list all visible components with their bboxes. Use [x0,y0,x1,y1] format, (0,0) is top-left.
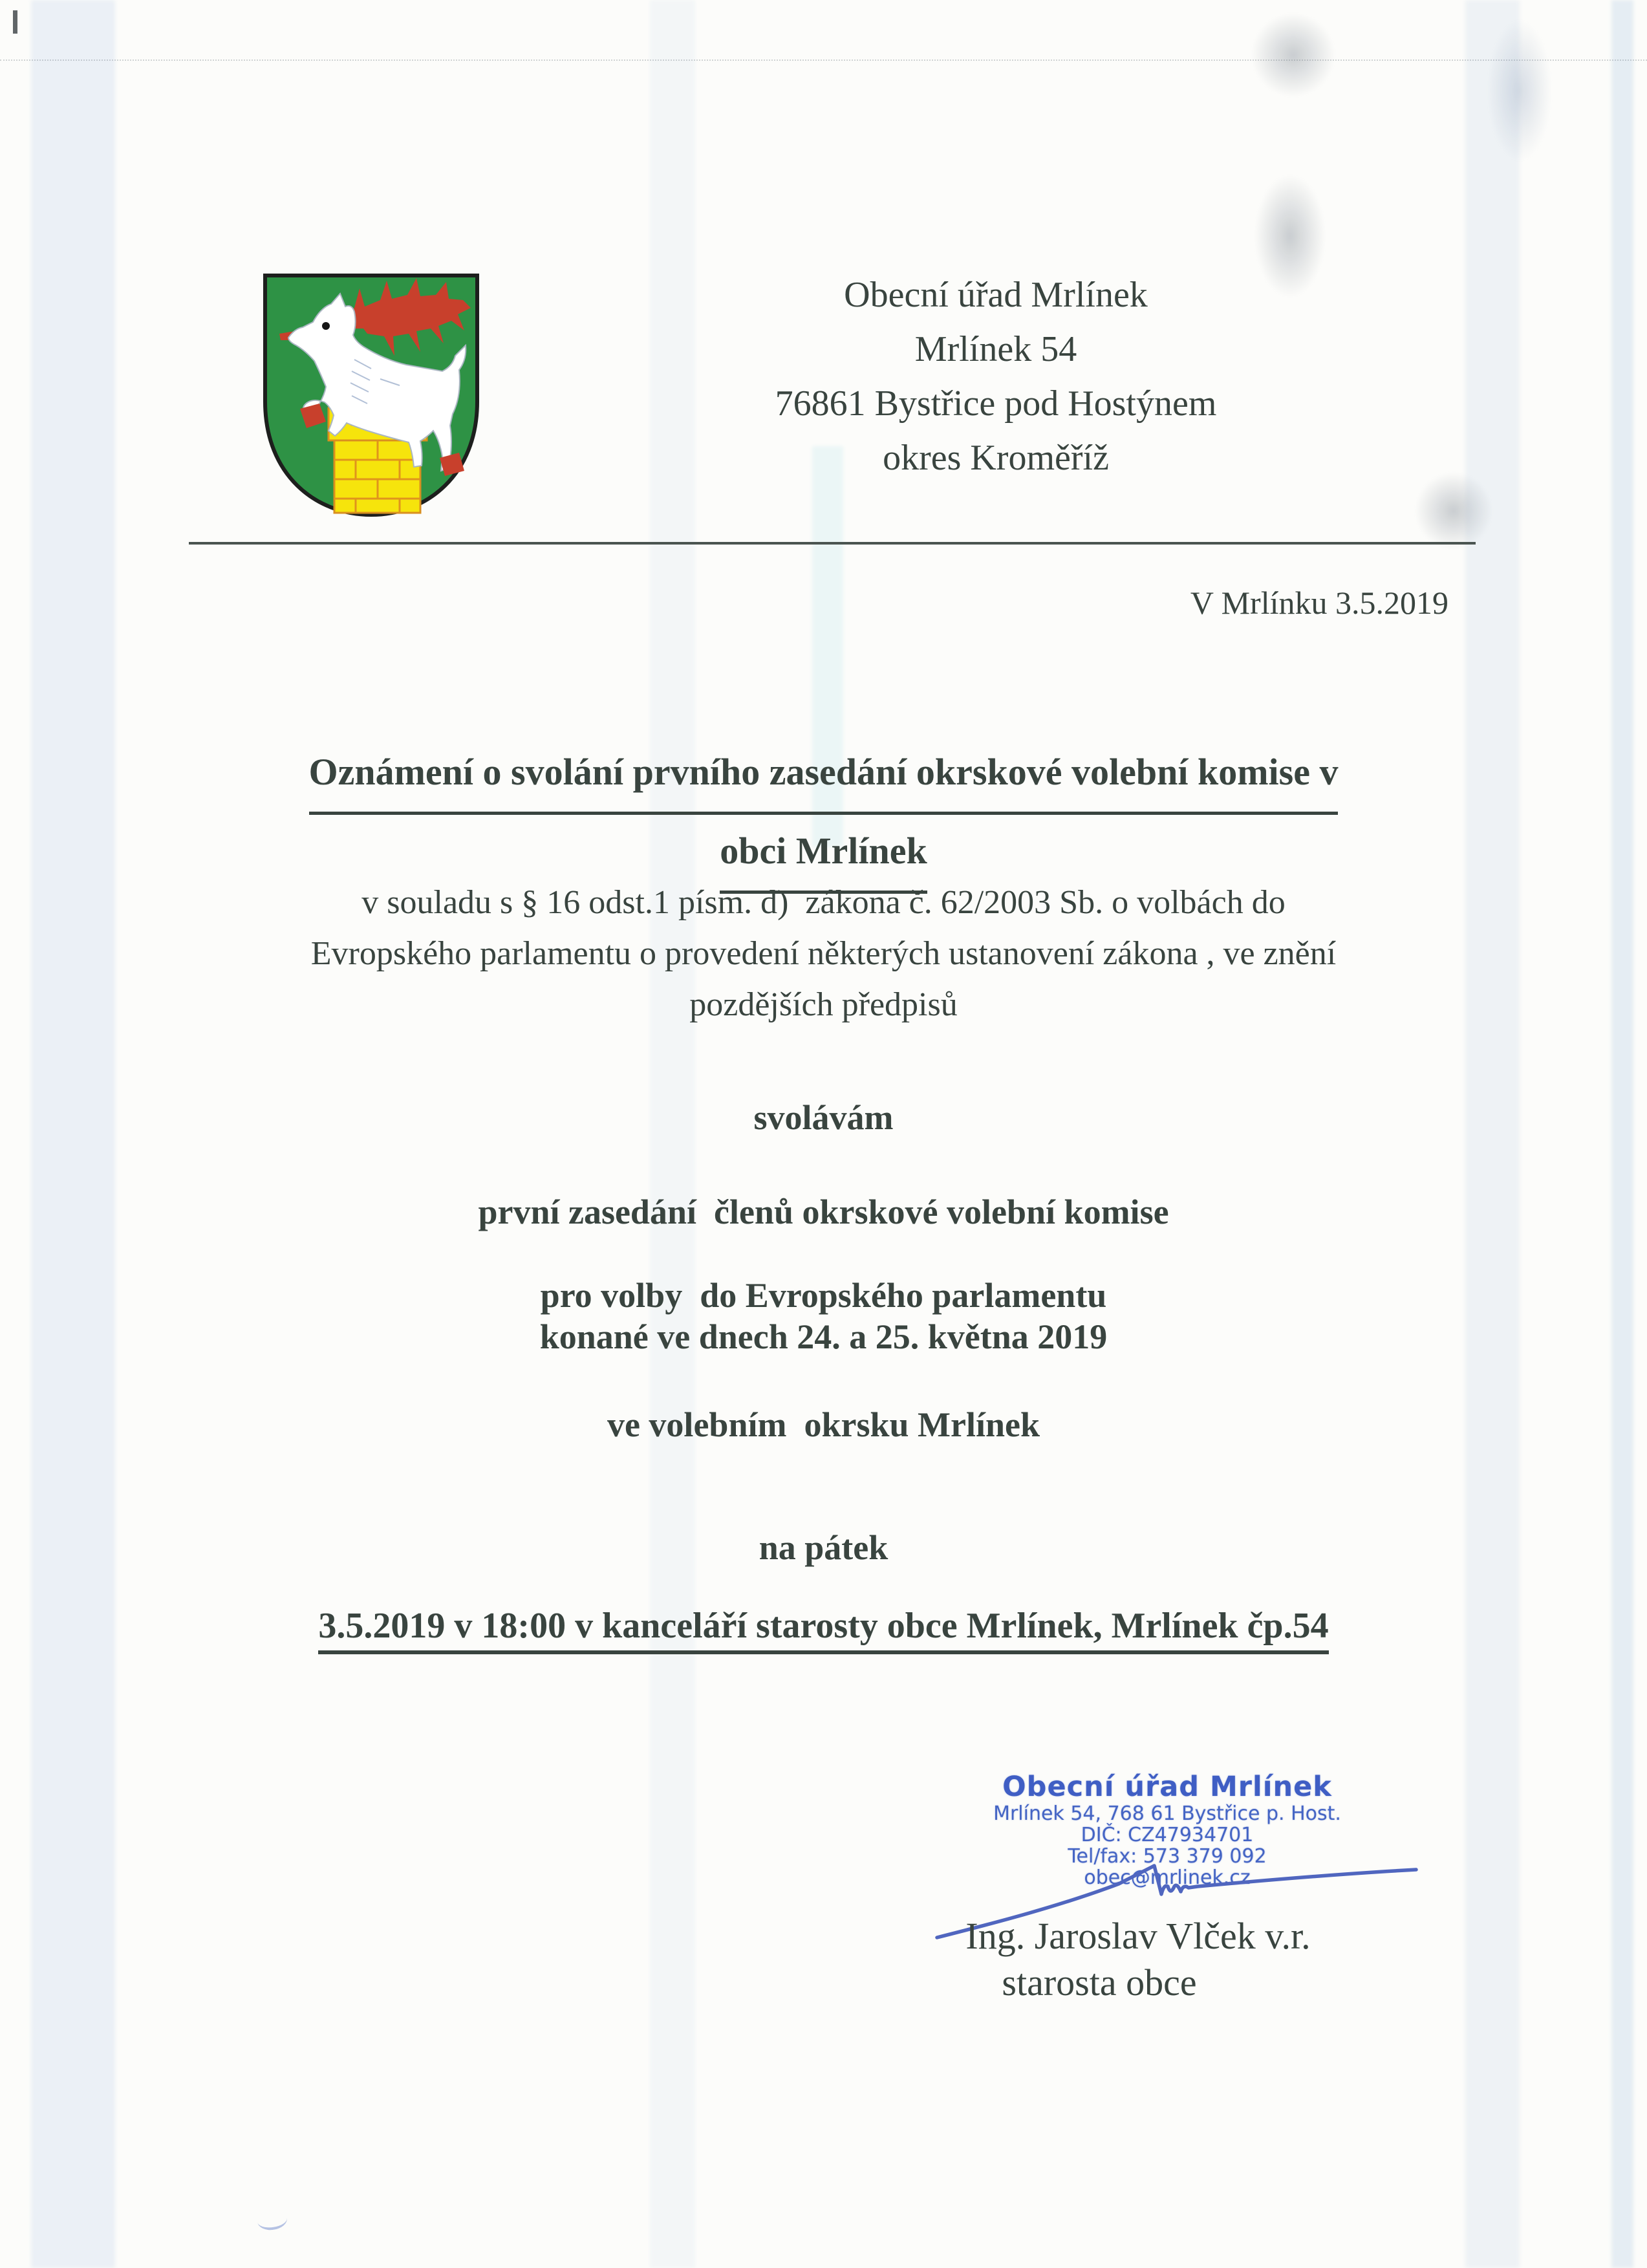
announce-meeting [0,1605,1647,1654]
scan-artifact-pen-squiggle [256,2209,288,2232]
mrlinek-coat-of-arms-graphic [257,269,485,521]
announce-svolavam: svolávám [753,1098,894,1137]
signer-role: starosta obce [1002,1961,1197,2003]
scan-artifact-corner-tick [13,10,17,34]
announce-election: pro volby do Evropského parlamentu [540,1276,1107,1315]
scan-artifact-smudge-1 [1251,13,1335,97]
scan-artifact-smudge-3 [1415,472,1492,550]
announce-precinct: ve volebním okrsku Mrlínek [607,1405,1040,1444]
stamp-phone: Tel/fax: 573 379 092 [1068,1845,1267,1868]
announce-day: na pátek [759,1528,888,1567]
stamp-office-name: Obecní úřad Mrlínek [1002,1771,1332,1803]
announce-dates: konané ve dnech 24. a 25. května 2019 [539,1317,1108,1356]
dateline: V Mrlínku 3.5.2019 [1190,585,1448,621]
notice-title-line1: Oznámení o svolání prvního zasedání okrskové volební komise v [309,736,1339,815]
sender-district: okres Kroměříž [883,438,1109,478]
sender-name: Obecní úřad Mrlínek [844,275,1148,315]
legal-paragraph [0,877,1647,1030]
announce-session: první zasedání členů okrskové volební komise [478,1193,1169,1231]
notice-title-line2: obci Mrlínek [720,815,927,894]
legal-line2: Evropského parlamentu o provedení některých ustanovení zákona , ve znění [310,935,1337,972]
header-divider [189,542,1476,545]
stamp-tax-id: DIČ: CZ47934701 [1081,1824,1254,1846]
scan-artifact-hline [0,59,1647,61]
signer-name: Ing. Jaroslav Vlček v.r. [965,1915,1311,1957]
sender-block [673,268,1319,485]
coat-of-arms [257,269,485,521]
legal-line1: v souladu s § 16 odst.1 písm. d) zákona č. 62/2003 Sb. o volbách do [361,884,1286,921]
stag-eye [322,322,330,330]
stamp-address: Mrlínek 54, 768 61 Bystřice p. Host. [993,1802,1341,1825]
announce-meeting-text: 3.5.2019 v 18:00 v kanceláří starosty obce Mrlínek, Mrlínek čp.54 [318,1605,1328,1654]
sender-street: Mrlínek 54 [914,329,1077,369]
scan-artifact-smudge-4 [1487,19,1552,162]
notice-title [0,736,1647,894]
stamp-email: obec@mrlinek.cz [1084,1866,1251,1889]
legal-line3: pozdějších předpisů [689,986,958,1023]
sender-city: 76861 Bystřice pod Hostýnem [775,383,1217,424]
